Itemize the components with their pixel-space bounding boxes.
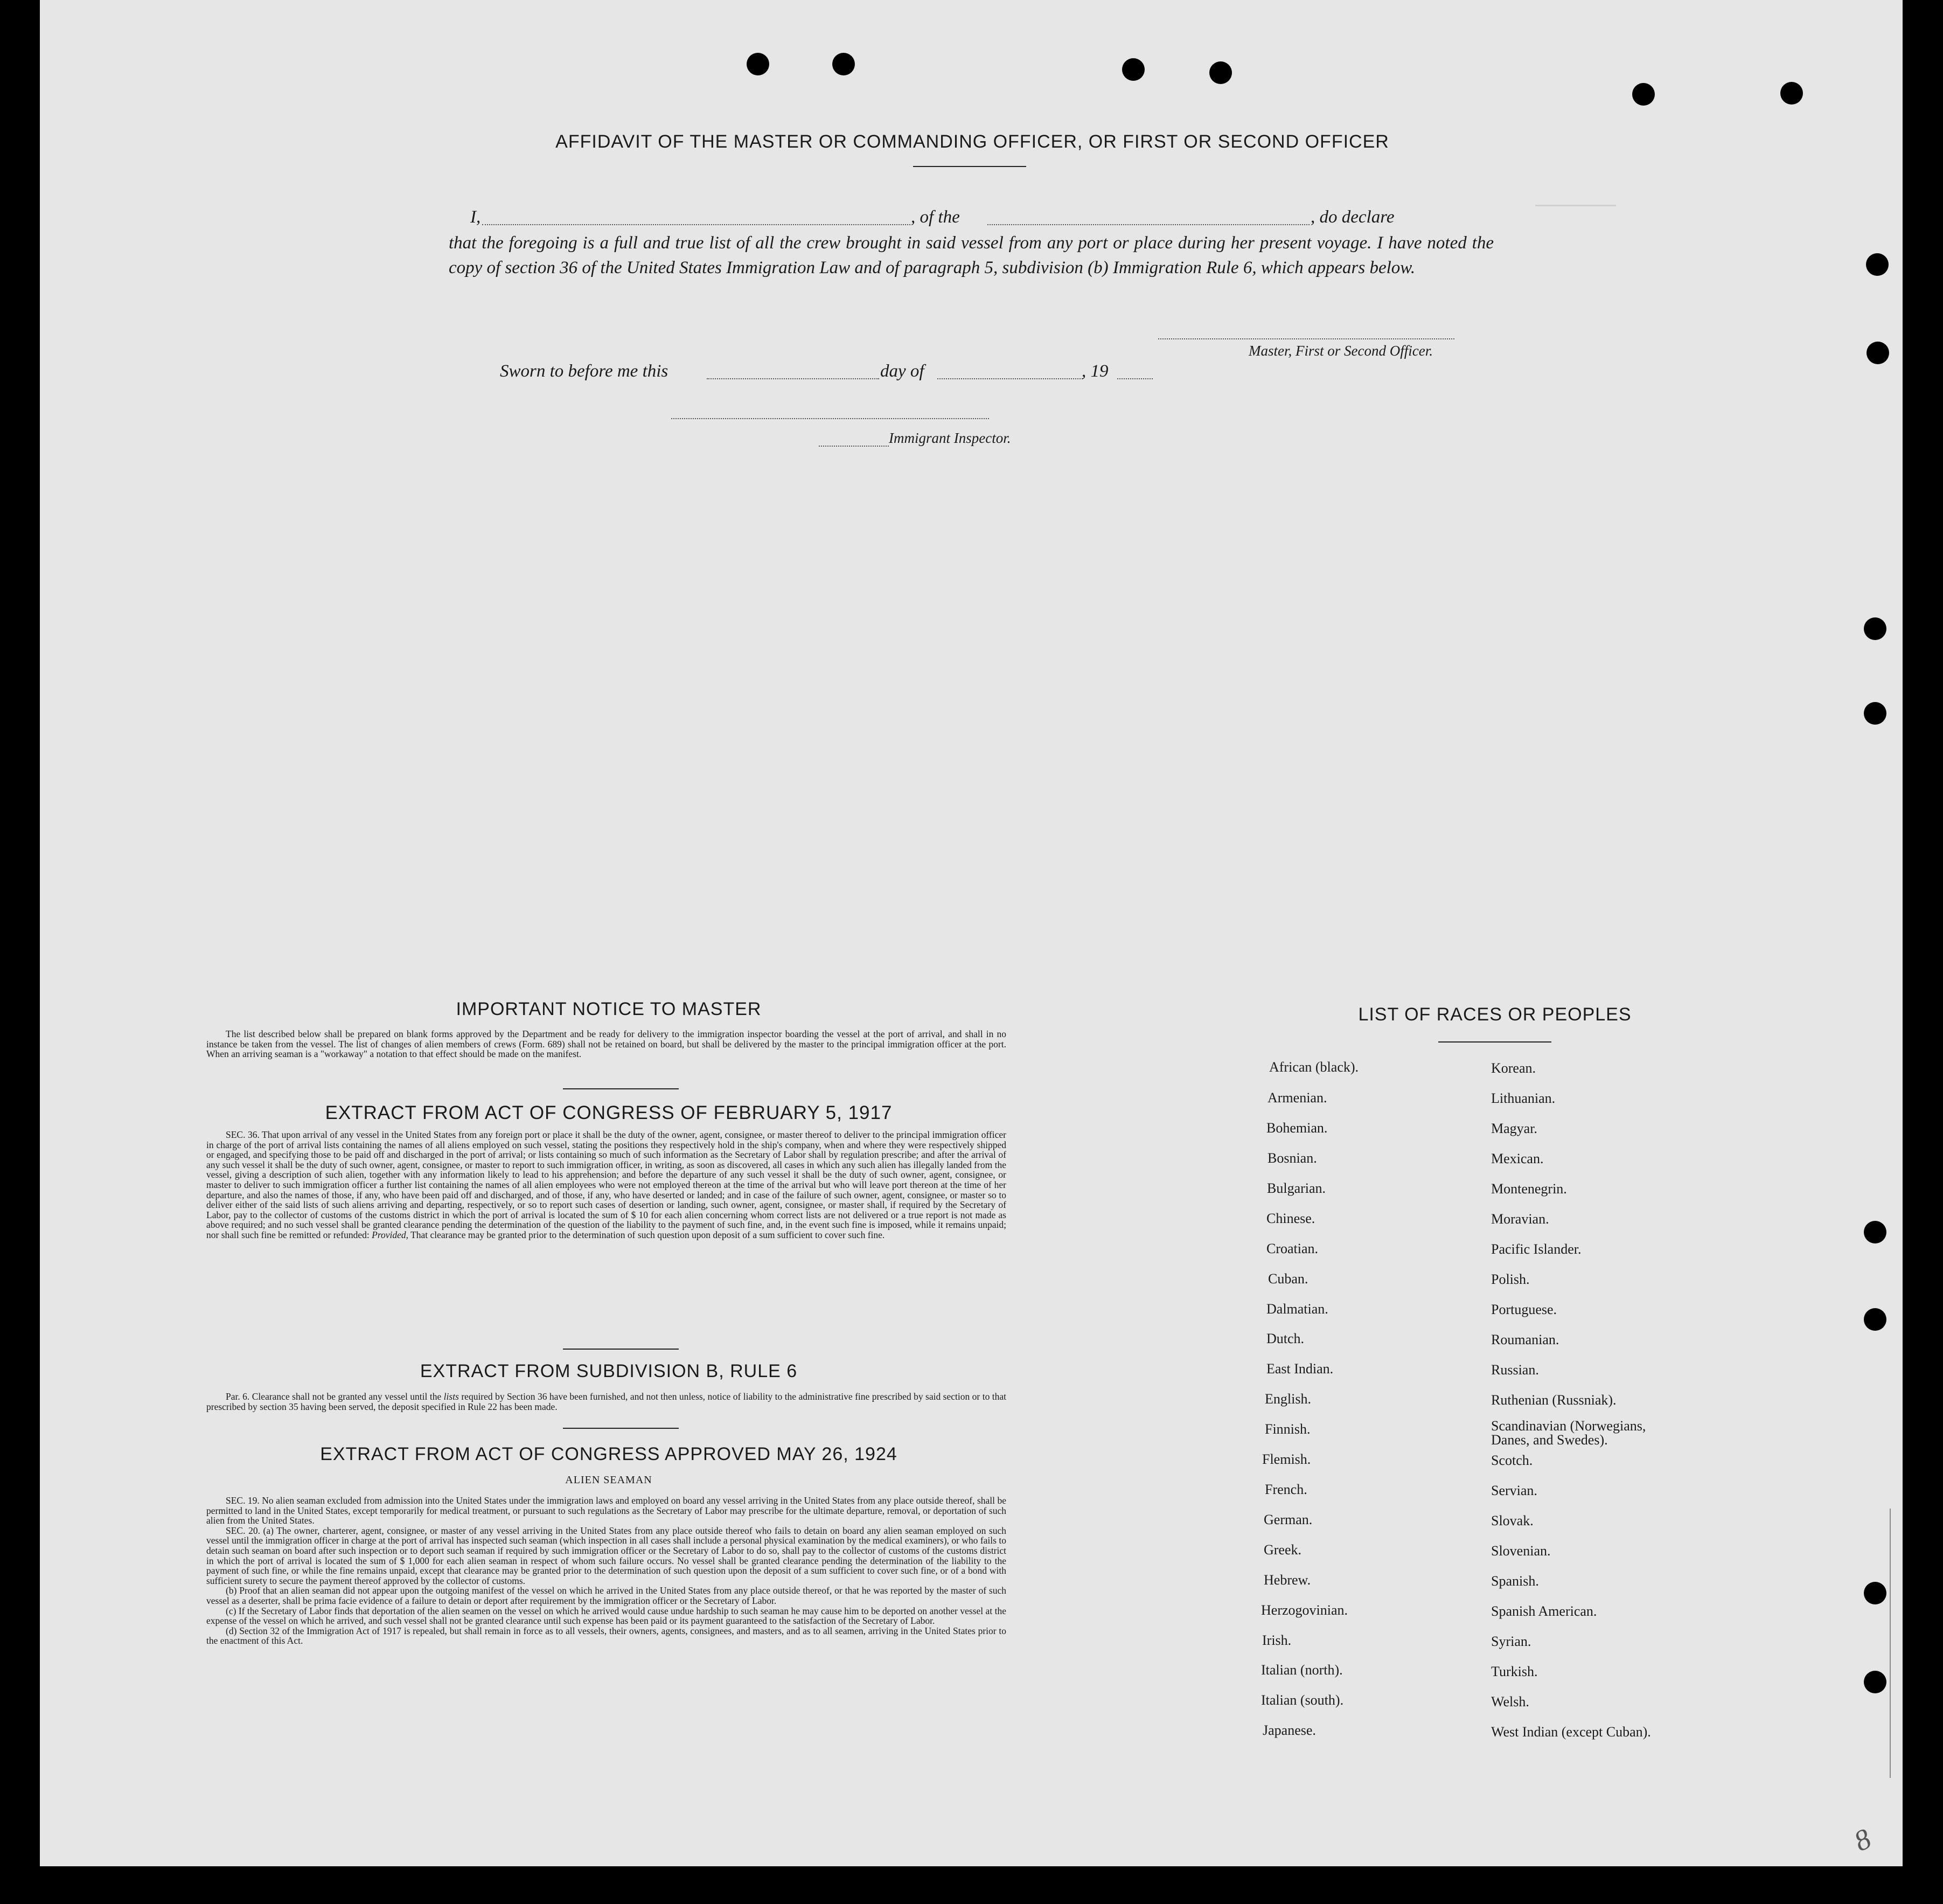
sworn-text: Sworn to before me this — [500, 362, 668, 381]
race-item: Spanish American. — [1491, 1603, 1597, 1619]
race-item: Slovak. — [1491, 1513, 1534, 1528]
par-6-tail: required by Section 36 have been furnished, and not then unless, notice of liability to the administrative fine prescribed by said section or to that prescribed by section 35 having been served, the deposit specified in Rule 22 has been made. — [206, 1391, 1007, 1412]
notice-title: IMPORTANT NOTICE TO MASTER — [456, 999, 762, 1019]
par-6-text: Par. 6. Clearance shall not be granted any vessel until the — [226, 1391, 442, 1402]
race-item: Hebrew. — [1264, 1572, 1311, 1588]
race-item: English. — [1265, 1391, 1311, 1407]
vessel-name-field[interactable] — [987, 209, 1310, 225]
race-item: Syrian. — [1491, 1634, 1531, 1649]
officer-signature-line[interactable] — [1158, 338, 1454, 341]
race-item: African (black). — [1269, 1059, 1359, 1075]
declaration-body: that the foregoing is a full and true list of all the crew brought in said vessel from any port or place during her present voyage. I have noted the copy of section 36 of the United States Immigration Law and of paragraph 5, subdivision (b) Immigration Rule 6, which appears below. — [449, 233, 1494, 277]
race-item: Moravian. — [1491, 1211, 1549, 1227]
section-rule — [563, 1349, 679, 1350]
declarant-name-field[interactable] — [482, 209, 910, 225]
race-item: Scotch. — [1491, 1453, 1533, 1468]
punch-hole — [747, 53, 769, 75]
title-rule — [913, 166, 1026, 167]
race-item: Welsh. — [1491, 1694, 1529, 1710]
section-rule — [563, 1428, 679, 1429]
punch-hole — [1864, 617, 1886, 640]
race-item: Flemish. — [1262, 1451, 1311, 1467]
race-item: Lithuanian. — [1491, 1090, 1556, 1106]
race-item: German. — [1264, 1512, 1313, 1527]
punch-hole — [1864, 1671, 1886, 1693]
race-item: Dalmatian. — [1266, 1301, 1328, 1317]
extract-1917-text — [206, 1130, 1006, 1240]
year-prefix: , 19 — [1082, 362, 1109, 381]
race-item: Italian (north). — [1261, 1662, 1343, 1678]
punch-hole — [1122, 58, 1145, 81]
inspector-label: Immigrant Inspector. — [889, 430, 1011, 446]
extract-1917-title: EXTRACT FROM ACT OF CONGRESS OF FEBRUARY 5, 1917 — [325, 1102, 893, 1123]
sworn-year-field[interactable] — [1117, 363, 1153, 379]
page-edge — [1890, 1509, 1891, 1778]
margin-mark: 8 — [1849, 1822, 1876, 1858]
race-item: Irish. — [1262, 1632, 1292, 1648]
race-item: Cuban. — [1268, 1271, 1308, 1287]
race-item: Bulgarian. — [1267, 1180, 1326, 1196]
race-item: Bosnian. — [1268, 1150, 1317, 1166]
sec-36-tail: That clearance may be granted prior to the determination of such question upon deposit of a sum sufficient to cover such fine. — [410, 1229, 885, 1240]
punch-hole — [832, 53, 855, 75]
race-item: Roumanian. — [1491, 1332, 1559, 1347]
race-item: Greek. — [1264, 1542, 1302, 1558]
race-item: Finnish. — [1265, 1421, 1311, 1437]
declare-suffix: , do declare — [1311, 207, 1395, 227]
sec-20a-paragraph: SEC. 20. (a) The owner, charterer, agent, consignee, or master of any vessel arriving in the United States from any place outside thereof who fails to detain on board any alien seaman employed on such vessel until the immigration officer in charge at the port of arrival has inspected such seaman (which inspection in all cases shall include a personal physical examination by the medical examiners), or who fails to detain such seaman on board after such inspection or to deport such seaman if required by such immigration officer or the Secretary of Labor to do so, shall pay to the collector of customs of the customs district in which the port of arrival is located the sum of $ 1,000 for each alien seaman in respect of whom such failure occurs. No vessel shall be granted clearance pending the determination of the liability to the payment of such fine, or while the fine remains unpaid, except that clearance may be granted prior to the determination of such question upon the deposit of a sum sufficient to cover such fine, or of a bond with sufficient surety to secure the payment thereof approved by the collector of customs. — [206, 1525, 1006, 1586]
race-item: Croatian. — [1266, 1241, 1319, 1256]
race-item: Spanish. — [1491, 1573, 1539, 1589]
punch-hole — [1864, 1308, 1886, 1331]
inspector-name-field[interactable] — [819, 434, 889, 447]
race-item: Montenegrin. — [1491, 1181, 1567, 1197]
race-item: West Indian (except Cuban). — [1491, 1724, 1651, 1740]
race-item: Turkish. — [1491, 1664, 1538, 1679]
extract-1924-text — [206, 1496, 1006, 1646]
punch-hole — [1209, 61, 1232, 84]
sworn-month-field[interactable] — [937, 363, 1083, 379]
declarant-prefix: I, — [470, 207, 481, 227]
sec-20d-paragraph: (d) Section 32 of the Immigration Act of 1917 is repealed, but shall remain in force as to all vessels, their owners, agents, consignees, and masters, and as to all seamen, arriving in the United States prior to the enactment of this Act. — [206, 1625, 1006, 1646]
sworn-line — [500, 359, 1200, 384]
affidavit-title: AFFIDAVIT OF THE MASTER OR COMMANDING OFFICER, OR FIRST OR SECOND OFFICER — [555, 131, 1389, 152]
race-item: East Indian. — [1266, 1361, 1334, 1377]
inspector-signature-line[interactable] — [671, 418, 989, 420]
par-6-paragraph — [206, 1392, 1006, 1412]
punch-hole — [1867, 342, 1889, 364]
punch-hole — [1864, 702, 1886, 725]
race-item: Magyar. — [1491, 1121, 1537, 1136]
race-item: Slovenian. — [1491, 1543, 1551, 1559]
race-item: French. — [1265, 1482, 1307, 1497]
punch-hole — [1632, 83, 1655, 106]
section-rule — [563, 1088, 679, 1089]
extract-rule6-title: EXTRACT FROM SUBDIVISION B, RULE 6 — [420, 1361, 798, 1381]
extract-rule6-text — [206, 1392, 1006, 1412]
extract-1924-title: EXTRACT FROM ACT OF CONGRESS APPROVED MAY 26, 1924 — [320, 1444, 897, 1464]
lists-word: lists — [443, 1391, 459, 1402]
race-item: Scandinavian (Norwegians, Danes, and Swedes). — [1491, 1418, 1646, 1448]
punch-hole — [1866, 253, 1889, 276]
show-through-mark — [1535, 205, 1616, 228]
punch-hole — [1864, 1221, 1886, 1243]
race-item: Armenian. — [1268, 1090, 1327, 1106]
race-item: Mexican. — [1491, 1151, 1544, 1166]
race-item: Russian. — [1491, 1362, 1539, 1378]
race-item: Chinese. — [1266, 1211, 1315, 1226]
day-of-text: day of — [880, 362, 924, 381]
race-item: Italian (south). — [1261, 1692, 1344, 1708]
proviso-word: Provided, — [372, 1229, 408, 1240]
race-item: Pacific Islander. — [1491, 1241, 1582, 1257]
inspector-line — [819, 430, 1011, 447]
alien-seaman-subtitle: ALIEN SEAMAN — [565, 1474, 652, 1486]
officer-label: Master, First or Second Officer. — [1249, 343, 1433, 359]
sec-36-text: SEC. 36. That upon arrival of any vessel in the United States from any foreign port or place it shall be the duty of the owner, agent, consignee, or master thereof to deliver to the principal immigration officer in charge of the port of arrival lists containing the names of all aliens employed on such vessel, stating the positions they respectively hold in the ship's company, when and where they were respectively shipped or engaged, and specifying those to be paid off and discharged in the port of arrival; or lists containing so much of such information as the Secretary of Labor shall by regulation prescribe; and after the arrival of any such vessel it shall be the duty of such owner, agent, consignee, or master to report to such immigration officer, in writing, as soon as discovered, all cases in which any such alien has illegally landed from the vessel, giving a description of such alien, together with any information likely to lead to his apprehension; and before the departure of any such vessel it shall be the duty of such owner, agent, consignee, or master to deliver to such immigration officer a further list containing the names of all alien employees who were not employed thereon at the time of the arrival but who will leave port thereon at the time of her departure, and also the names of those, if any, who have been paid off and discharged, and of those, if any, who have deserted or landed; and in case of the failure of such owner, agent, consignee, or master so to deliver either of the said lists of such aliens arriving and departing, respectively, or so to report such cases of desertion or landing, such owner, agent, consignee, or master shall, if required by the Secretary of Labor, pay to the collector of customs of the customs district in which the port of arrival is located the sum of $ 10 for each alien concerning whom correct lists are not delivered or a true report is not made as above required; and no such vessel shall be granted clearance pending the determination of the question of the liability to the payment of such fine, and, in the event such fine is imposed, while it remains unpaid; nor shall such fine be remitted or refunded: — [206, 1129, 1006, 1240]
races-title-rule — [1438, 1041, 1551, 1043]
sec-19-paragraph: SEC. 19. No alien seaman excluded from admission into the United States under the immigration laws and employed on board any vessel arriving in the United States from any place outside thereof, shall be permitted to land in the United States, except temporarily for medical treatment, or pursuant to such regulations as the Secretary of Labor may prescribe for the ultimate departure, removal, or deportation of such alien from the United States. — [206, 1495, 1006, 1526]
race-item: Polish. — [1491, 1271, 1530, 1287]
vessel-prefix: , of the — [911, 207, 960, 227]
notice-paragraph: The list described below shall be prepared on blank forms approved by the Department and be ready for delivery to the immigration inspector boarding the vessel at the port of arrival, and shall in no instance be taken from the vessel. The list of changes of alien members of crews (Form. 689) shall not be retained on board, but shall be delivered by the master to the principal immigration officer at the port. When an arriving seaman is a "workaway" a notation to that effect should be made on the manifest. — [206, 1029, 1006, 1060]
races-title: LIST OF RACES OR PEOPLES — [1358, 1004, 1632, 1025]
race-item: Portuguese. — [1491, 1302, 1557, 1317]
notice-text — [206, 1029, 1006, 1059]
race-item: Servian. — [1491, 1483, 1537, 1498]
punch-hole — [1780, 82, 1803, 105]
sec-36-paragraph — [206, 1130, 1006, 1240]
sec-20b-paragraph: (b) Proof that an alien seaman did not appear upon the outgoing manifest of the vessel on which he arrived in the United States from any place outside thereof, or that he was reported by the master of such vessel as a deserter, shall be prima facie evidence of a failure to detain or deport after requirement by the immigration officer or the Secretary of Labor. — [206, 1585, 1006, 1606]
punch-hole — [1864, 1582, 1886, 1604]
race-item: Dutch. — [1266, 1331, 1305, 1346]
race-item: Japanese. — [1263, 1722, 1316, 1738]
race-item: Korean. — [1491, 1060, 1536, 1076]
sec-20c-paragraph: (c) If the Secretary of Labor finds that deportation of the alien seamen on the vessel on which he arrived would cause undue hardship to such seaman he may cause him to be deported on another vessel at the expense of the vessel on which he arrived, and such vessel shall not be granted clearance until such expense has been paid or its payment guaranteed to the satisfaction of the Secretary of Labor. — [206, 1605, 1006, 1627]
sworn-day-field[interactable] — [707, 363, 879, 379]
race-item: Ruthenian (Russniak). — [1491, 1392, 1617, 1408]
race-item: Bohemian. — [1266, 1120, 1328, 1136]
race-item: Herzogovinian. — [1261, 1602, 1348, 1618]
